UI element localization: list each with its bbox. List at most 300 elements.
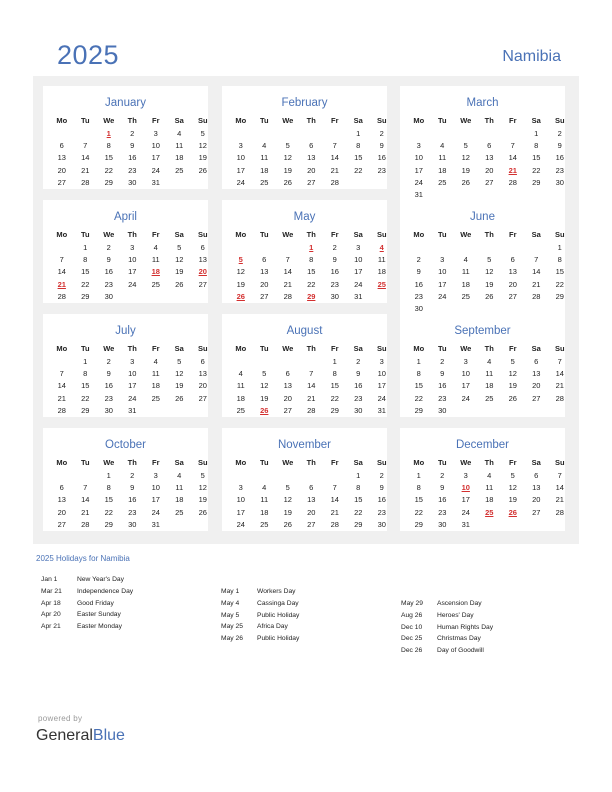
day-cell: 28 <box>81 177 90 187</box>
day-cell: 23 <box>330 279 339 289</box>
month-panel-february <box>222 86 387 189</box>
weekday-label: Tu <box>80 116 90 125</box>
day-cell: 13 <box>485 153 494 163</box>
weekday-label: Mo <box>56 344 68 353</box>
weekday-label: Sa <box>531 344 541 353</box>
holiday-name: New Year's Day <box>77 576 124 583</box>
holiday-item <box>41 574 133 586</box>
day-cell: 6 <box>200 357 205 366</box>
day-cell: 30 <box>354 405 363 415</box>
week-row <box>407 507 572 519</box>
weekday-label: Su <box>376 458 387 467</box>
day-cell <box>50 128 74 140</box>
day-cell: 22 <box>532 165 541 175</box>
month-panel-june <box>400 200 565 315</box>
week-row <box>50 380 215 392</box>
holiday-day-cell: 26 <box>236 291 245 301</box>
holiday-name: Workers Day <box>257 588 296 595</box>
day-cell: 14 <box>555 483 564 493</box>
day-cell: 2 <box>356 357 361 366</box>
day-cell: 21 <box>81 165 90 175</box>
weekday-label: Sa <box>353 458 363 467</box>
day-cell: 7 <box>332 141 337 151</box>
day-cell: 4 <box>440 141 445 151</box>
day-cell: 19 <box>198 153 207 163</box>
weekday-label: We <box>282 458 294 467</box>
week-row <box>229 507 394 519</box>
day-cell: 14 <box>57 267 66 277</box>
month-days <box>229 128 394 189</box>
day-cell <box>253 128 277 140</box>
day-cell: 5 <box>200 129 205 138</box>
day-cell: 28 <box>283 291 292 301</box>
day-cell: 12 <box>175 255 184 265</box>
day-cell <box>168 177 192 189</box>
day-cell <box>478 242 502 254</box>
holiday-date: Dec 10 <box>401 623 423 631</box>
day-cell: 19 <box>198 495 207 505</box>
weekday-label: Tu <box>437 458 447 467</box>
week-row <box>229 393 394 405</box>
day-cell: 5 <box>510 357 515 366</box>
weekday-label: Th <box>484 230 494 239</box>
day-cell: 20 <box>57 507 66 517</box>
day-cell: 11 <box>151 255 160 265</box>
day-cell: 20 <box>532 495 541 505</box>
holiday-day-cell: 26 <box>508 507 517 517</box>
holiday-name: Heroes' Day <box>437 611 474 619</box>
holiday-item <box>221 598 299 610</box>
week-row <box>407 494 572 506</box>
weekday-label: Tu <box>80 344 90 353</box>
day-cell: 14 <box>532 267 541 277</box>
day-cell <box>323 128 347 140</box>
holiday-date: Dec 26 <box>401 647 423 655</box>
day-cell: 15 <box>414 381 423 391</box>
day-cell: 31 <box>461 519 470 529</box>
day-cell: 16 <box>377 153 386 163</box>
day-cell: 29 <box>414 405 423 415</box>
day-cell: 20 <box>508 279 517 289</box>
holidays-column <box>221 586 299 645</box>
day-cell: 18 <box>377 267 386 277</box>
day-cell: 10 <box>377 369 386 379</box>
week-row <box>50 405 215 417</box>
holiday-date: May 5 <box>221 611 240 619</box>
day-cell: 5 <box>285 483 290 493</box>
week-row <box>229 152 394 164</box>
weekday-label: Sa <box>353 230 363 239</box>
day-cell: 14 <box>330 153 339 163</box>
day-cell: 9 <box>106 255 111 265</box>
day-cell <box>370 291 394 303</box>
weekday-label: Th <box>127 344 137 353</box>
day-cell: 13 <box>198 255 207 265</box>
day-cell: 15 <box>354 495 363 505</box>
day-cell: 19 <box>283 507 292 517</box>
weekday-label: Fr <box>509 344 517 353</box>
day-cell: 13 <box>198 369 207 379</box>
day-cell: 14 <box>555 369 564 379</box>
weekday-header <box>50 344 215 353</box>
day-cell: 25 <box>151 393 160 403</box>
day-cell: 19 <box>461 165 470 175</box>
day-cell <box>168 519 192 531</box>
holiday-date: May 29 <box>401 600 423 607</box>
calendar-grid <box>33 76 579 544</box>
holiday-date: May 1 <box>221 588 240 595</box>
day-cell: 22 <box>330 393 339 403</box>
weekday-label: Tu <box>259 458 269 467</box>
weekday-label: Su <box>554 344 565 353</box>
day-cell: 14 <box>307 381 316 391</box>
weekday-label: Th <box>127 458 137 467</box>
day-cell: 10 <box>354 255 363 265</box>
day-cell: 11 <box>175 141 184 151</box>
day-cell: 10 <box>128 255 137 265</box>
day-cell: 19 <box>175 381 184 391</box>
month-name: August <box>286 325 323 337</box>
day-cell: 6 <box>309 141 314 151</box>
week-row <box>229 165 394 177</box>
day-cell: 22 <box>354 165 363 175</box>
day-cell: 6 <box>309 483 314 493</box>
day-cell: 24 <box>128 393 137 403</box>
day-cell: 17 <box>151 153 160 163</box>
brand-logo-part2: Blue <box>92 727 125 744</box>
day-cell: 17 <box>377 381 386 391</box>
day-cell: 24 <box>414 177 423 187</box>
day-cell: 16 <box>128 153 137 163</box>
day-cell: 9 <box>356 369 361 379</box>
day-cell: 26 <box>508 393 517 403</box>
day-cell: 13 <box>508 267 517 277</box>
day-cell <box>74 128 98 140</box>
weekday-label: Su <box>554 116 565 125</box>
day-cell: 13 <box>57 495 66 505</box>
day-cell: 3 <box>238 483 243 493</box>
week-row <box>50 393 215 405</box>
holiday-item <box>221 633 299 645</box>
week-row <box>50 494 215 506</box>
weekday-header <box>407 458 572 467</box>
day-cell: 25 <box>461 291 470 301</box>
day-cell: 20 <box>57 165 66 175</box>
day-cell: 4 <box>238 369 243 379</box>
day-cell: 9 <box>416 267 421 277</box>
day-cell: 23 <box>354 393 363 403</box>
day-cell: 28 <box>330 177 339 187</box>
day-cell: 17 <box>236 507 245 517</box>
month-panel-may <box>222 200 387 303</box>
day-cell: 10 <box>236 495 245 505</box>
day-cell: 27 <box>260 291 269 301</box>
day-cell: 25 <box>485 393 494 403</box>
weekday-label: Fr <box>509 458 517 467</box>
weekday-label: Sa <box>174 458 184 467</box>
month-name: December <box>455 439 510 451</box>
day-cell: 11 <box>485 483 494 493</box>
day-cell: 17 <box>461 495 470 505</box>
weekday-header <box>50 458 215 467</box>
day-cell: 28 <box>57 405 66 415</box>
day-cell: 29 <box>354 519 363 529</box>
day-cell: 22 <box>414 507 423 517</box>
weekday-label: Su <box>376 116 387 125</box>
weekday-label: Th <box>306 344 316 353</box>
brand-logo-part1: General <box>36 727 93 744</box>
day-cell: 8 <box>106 141 111 151</box>
day-cell: 24 <box>438 291 447 301</box>
day-cell: 7 <box>285 255 290 265</box>
day-cell <box>478 405 502 417</box>
day-cell: 14 <box>81 495 90 505</box>
weekday-header <box>407 344 572 353</box>
day-cell: 12 <box>283 153 292 163</box>
weekday-label: Mo <box>56 116 68 125</box>
day-cell: 21 <box>330 507 339 517</box>
day-cell: 24 <box>151 165 160 175</box>
weekday-label: Sa <box>531 230 541 239</box>
week-row <box>50 266 215 278</box>
weekday-label: Fr <box>152 116 160 125</box>
week-row <box>50 242 215 254</box>
week-row <box>407 254 572 266</box>
day-cell: 12 <box>461 153 470 163</box>
weekday-label: Su <box>376 230 387 239</box>
weekday-label: Th <box>306 458 316 467</box>
day-cell: 25 <box>260 177 269 187</box>
day-cell: 2 <box>379 129 384 138</box>
day-cell <box>548 519 572 531</box>
holiday-name: Ascension Day <box>437 600 482 607</box>
day-cell: 5 <box>510 471 515 480</box>
day-cell: 15 <box>354 153 363 163</box>
day-cell: 16 <box>414 279 423 289</box>
day-cell: 23 <box>555 165 564 175</box>
holiday-item <box>221 621 299 633</box>
day-cell: 30 <box>128 177 137 187</box>
day-cell: 23 <box>438 507 447 517</box>
day-cell: 20 <box>307 165 316 175</box>
day-cell: 3 <box>463 471 468 480</box>
day-cell: 15 <box>104 153 113 163</box>
day-cell: 9 <box>440 483 445 493</box>
day-cell: 9 <box>106 369 111 379</box>
weekday-label: Sa <box>174 344 184 353</box>
weekday-label: Su <box>376 344 387 353</box>
day-cell: 13 <box>307 153 316 163</box>
day-cell: 23 <box>438 393 447 403</box>
weekday-label: We <box>103 458 115 467</box>
day-cell: 27 <box>198 279 207 289</box>
week-row <box>407 356 572 368</box>
weekday-label: Fr <box>152 344 160 353</box>
weekday-header <box>229 116 394 125</box>
weekday-label: Tu <box>259 116 269 125</box>
day-cell: 25 <box>175 165 184 175</box>
holiday-day-cell: 25 <box>485 507 494 517</box>
weekday-header <box>229 230 394 239</box>
weekday-label: Su <box>554 458 565 467</box>
day-cell <box>276 356 300 368</box>
weekday-header <box>50 230 215 239</box>
day-cell: 5 <box>200 471 205 480</box>
day-cell: 18 <box>485 495 494 505</box>
day-cell: 26 <box>283 519 292 529</box>
week-row <box>50 519 215 531</box>
weekday-label: We <box>460 230 472 239</box>
week-row <box>229 266 394 278</box>
holiday-day-cell: 1 <box>106 129 111 138</box>
week-row <box>229 128 394 140</box>
day-cell: 3 <box>153 471 158 480</box>
day-cell: 18 <box>260 165 269 175</box>
day-cell: 11 <box>236 381 245 391</box>
day-cell: 8 <box>416 483 421 493</box>
day-cell: 27 <box>57 519 66 529</box>
weekday-label: Sa <box>174 230 184 239</box>
day-cell: 30 <box>438 519 447 529</box>
day-cell: 20 <box>485 165 494 175</box>
day-cell: 14 <box>283 267 292 277</box>
day-cell: 19 <box>260 393 269 403</box>
holiday-item <box>41 609 133 621</box>
day-cell: 1 <box>416 357 421 366</box>
weekday-header <box>50 116 215 125</box>
weekday-header <box>229 344 394 353</box>
weekday-label: Mo <box>413 230 425 239</box>
day-cell: 8 <box>356 483 361 493</box>
holiday-date: Dec 25 <box>401 635 423 643</box>
weekday-label: Fr <box>509 230 517 239</box>
holiday-day-cell: 4 <box>379 243 384 252</box>
month-days <box>50 470 215 531</box>
week-row <box>50 482 215 494</box>
holiday-day-cell: 21 <box>57 279 66 289</box>
day-cell <box>229 356 253 368</box>
day-cell: 15 <box>81 381 90 391</box>
week-row <box>50 279 215 291</box>
day-cell: 2 <box>130 471 135 480</box>
holiday-name: Human Rights Day <box>437 623 494 631</box>
weekday-label: We <box>282 344 294 353</box>
month-name: February <box>281 97 328 109</box>
day-cell: 24 <box>151 507 160 517</box>
day-cell: 17 <box>438 279 447 289</box>
day-cell: 22 <box>81 393 90 403</box>
day-cell: 14 <box>508 153 517 163</box>
month-name: November <box>277 439 332 451</box>
day-cell: 12 <box>283 495 292 505</box>
day-cell: 19 <box>175 267 184 277</box>
holiday-date: Apr 20 <box>41 611 61 619</box>
day-cell: 7 <box>59 255 64 265</box>
year-title: 2025 <box>57 40 120 70</box>
day-cell: 13 <box>283 381 292 391</box>
weekday-label: Fr <box>152 230 160 239</box>
holiday-date: Jan 1 <box>41 576 58 583</box>
week-row <box>407 519 572 531</box>
day-cell: 8 <box>309 255 314 265</box>
day-cell <box>144 291 168 303</box>
month-name: October <box>105 439 146 451</box>
weekday-label: Mo <box>413 116 425 125</box>
day-cell <box>50 356 74 368</box>
day-cell: 14 <box>81 153 90 163</box>
day-cell: 3 <box>416 141 421 151</box>
weekday-label: Su <box>554 230 565 239</box>
day-cell: 2 <box>416 255 421 265</box>
day-cell: 3 <box>130 357 135 366</box>
day-cell: 27 <box>532 393 541 403</box>
weekday-label: Mo <box>235 116 247 125</box>
day-cell: 4 <box>262 141 267 151</box>
weekday-label: Tu <box>259 230 269 239</box>
weekday-label: We <box>103 230 115 239</box>
holiday-item <box>221 586 299 598</box>
holiday-date: Apr 18 <box>41 599 61 607</box>
day-cell: 16 <box>438 495 447 505</box>
day-cell: 4 <box>177 471 182 480</box>
month-days <box>229 242 394 303</box>
holiday-name: Easter Sunday <box>77 611 121 619</box>
holiday-name: Public Holiday <box>257 635 300 643</box>
day-cell: 17 <box>128 381 137 391</box>
day-cell <box>454 128 478 140</box>
day-cell <box>431 128 455 140</box>
day-cell: 12 <box>260 381 269 391</box>
week-row <box>407 242 572 254</box>
day-cell: 29 <box>414 519 423 529</box>
powered-by-label: powered by <box>38 714 83 723</box>
day-cell: 17 <box>461 381 470 391</box>
month-panel-december <box>400 428 565 531</box>
day-cell <box>191 177 215 189</box>
day-cell: 14 <box>57 381 66 391</box>
holiday-item <box>401 645 493 657</box>
day-cell: 26 <box>283 177 292 187</box>
day-cell: 6 <box>510 255 515 265</box>
day-cell: 18 <box>485 381 494 391</box>
day-cell: 8 <box>557 255 562 265</box>
day-cell: 5 <box>463 141 468 151</box>
holiday-date: Aug 26 <box>401 611 423 619</box>
day-cell: 1 <box>356 129 361 138</box>
day-cell: 6 <box>262 255 267 265</box>
day-cell <box>525 519 549 531</box>
day-cell: 13 <box>532 483 541 493</box>
day-cell: 6 <box>487 141 492 151</box>
week-row <box>407 152 572 164</box>
day-cell: 31 <box>151 177 160 187</box>
day-cell: 10 <box>236 153 245 163</box>
day-cell: 28 <box>555 393 564 403</box>
brand-logo[interactable] <box>36 727 125 745</box>
month-days <box>50 242 215 303</box>
day-cell: 12 <box>198 141 207 151</box>
day-cell: 29 <box>81 291 90 301</box>
holiday-item <box>401 610 493 622</box>
day-cell: 4 <box>262 483 267 493</box>
week-row <box>229 470 394 482</box>
day-cell <box>501 242 525 254</box>
holiday-day-cell: 29 <box>307 291 316 301</box>
day-cell: 30 <box>438 405 447 415</box>
week-row <box>407 266 572 278</box>
day-cell: 2 <box>106 357 111 366</box>
day-cell: 29 <box>555 291 564 301</box>
